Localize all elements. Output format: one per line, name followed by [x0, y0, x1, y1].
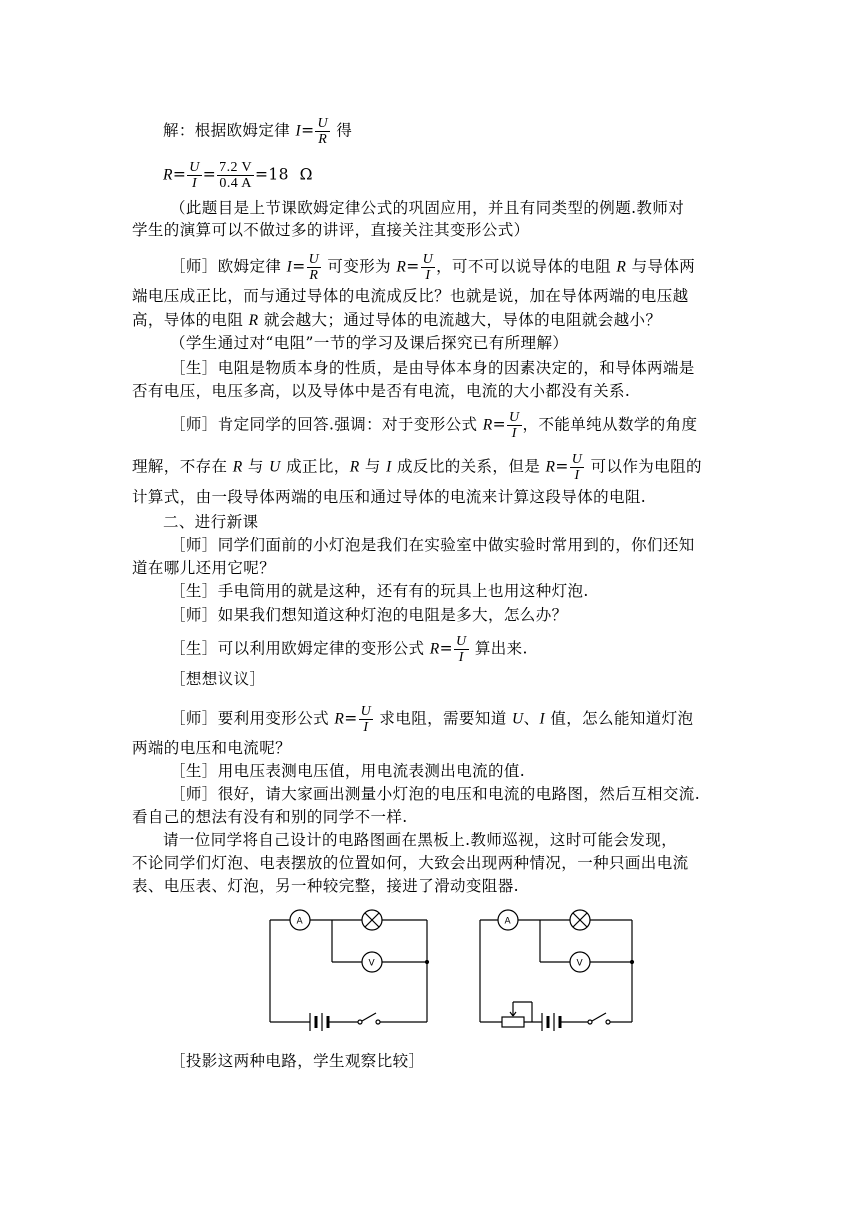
section-heading: 二、进行新课 [163, 513, 259, 531]
teacher-bulb-question: ［师］同学们面前的小灯泡是我们在实验室中做实验时常用到的，你们还知 [170, 536, 695, 554]
teacher-resistance-question: ［师］如果我们想知道这种灯泡的电阻是多大，怎么办？ [170, 606, 568, 624]
svg-text:V: V [368, 958, 375, 969]
teacher-measure-question: ［师］要利用变形公式 R= $\frac{U}{I}$ 求电阻，需要知道 U、I 值，怎么能知道灯泡 [170, 704, 694, 735]
teacher-question-line2: 端电压成正比，而与通过导体的电流成反比？也就是说，加在导体两端的电压越 [132, 287, 689, 305]
discussion-heading: ［想想议议］ [170, 670, 266, 688]
teacher-measure-question-cont: 两端的电压和电流呢？ [132, 739, 292, 757]
paragraph-note-1-cont: 学生的演算可以不做过多的讲评，直接关注其变形公式） [132, 221, 530, 239]
solution-calculation: R= $\frac{U}{I}$ = $\frac{7.2 V}{0.4 A}$ =18 Ω [163, 160, 313, 191]
paragraph-observation-2: 不论同学们灯泡、电表摆放的位置如何，大致会出现两种情况，一种只画出电流 [132, 854, 689, 872]
teacher-question-line1: ［师］欧姆定律 I= $\frac{U}{R}$ 可变形为 R= $\frac{U}{I}$ ，可不可以说导体的电阻 R 与导体两 [170, 252, 696, 283]
solution-intro: 解：根据欧姆定律 I= $\frac{U}{R}$ 得 [163, 116, 353, 147]
student-meters-answer: ［生］用电压表测电压值，用电流表测出电流的值. [170, 762, 526, 780]
projection-caption: ［投影这两种电路，学生观察比较］ [170, 1052, 425, 1070]
student-answer-1: ［生］电阻是物质本身的性质，是由导体本身的因素决定的，和导体两端是 [170, 359, 695, 377]
student-answer-1-cont: 否有电压，电压多高，以及导体中是否有电流，电流的大小都没有关系. [132, 382, 631, 400]
svg-text:V: V [576, 958, 583, 969]
teacher-bulb-question-cont: 道在哪儿还用它呢？ [132, 559, 276, 577]
teacher-emphasis-line2: 理解，不存在 R 与 U 成正比，R 与 I 成反比的关系，但是 R= $\frac{U}{I}$ 可以作为电阻的 [132, 452, 702, 483]
circuit-diagram-with-rheostat [470, 905, 650, 1035]
svg-text:A: A [504, 916, 511, 927]
switch-symbol [358, 1020, 362, 1024]
svg-text:A: A [296, 916, 303, 927]
teacher-emphasis-line1: ［师］肯定同学的回答.强调：对于变形公式 R= $\frac{U}{I}$ ，不能单纯从数学的角度 [170, 410, 698, 441]
teacher-emphasis-line3: 计算式，由一段导体两端的电压和通过导体的电流来计算这段导体的电阻. [132, 488, 647, 506]
teacher-draw-instruction-cont: 看自己的想法有没有和别的同学不一样. [132, 808, 408, 826]
rheostat-symbol [502, 1017, 524, 1027]
teacher-draw-instruction: ［师］很好，请大家画出测量小灯泡的电压和电流的电路图，然后互相交流. [170, 785, 701, 803]
paragraph-observation-3: 表、电压表、灯泡，另一种较完整，接进了滑动变阻器. [132, 877, 519, 895]
paragraph-note-2: （学生通过对“电阻”一节的学习及课后探究已有所理解） [170, 334, 569, 352]
switch-symbol [588, 1020, 592, 1024]
teacher-question-line3: 高，导体的电阻 R 就会越大；通过导体的电流越大，导体的电阻就会越小？ [132, 311, 662, 329]
student-flashlight-answer: ［生］手电筒用的就是这种，还有有的玩具上也用这种灯泡. [170, 582, 589, 600]
student-formula-answer: ［生］可以利用欧姆定律的变形公式 R= $\frac{U}{I}$ 算出来. [170, 634, 528, 665]
circuit-diagram-basic [262, 905, 442, 1035]
paragraph-note-1: （此题目是上节课欧姆定律公式的巩固应用，并且有同类型的例题.教师对 [170, 199, 685, 217]
fraction-u-over-r: $\frac{U}{R}$ [317, 116, 328, 147]
paragraph-observation: 请一位同学将自己设计的电路图画在黑板上.教师巡视，这时可能会发现， [163, 831, 678, 849]
